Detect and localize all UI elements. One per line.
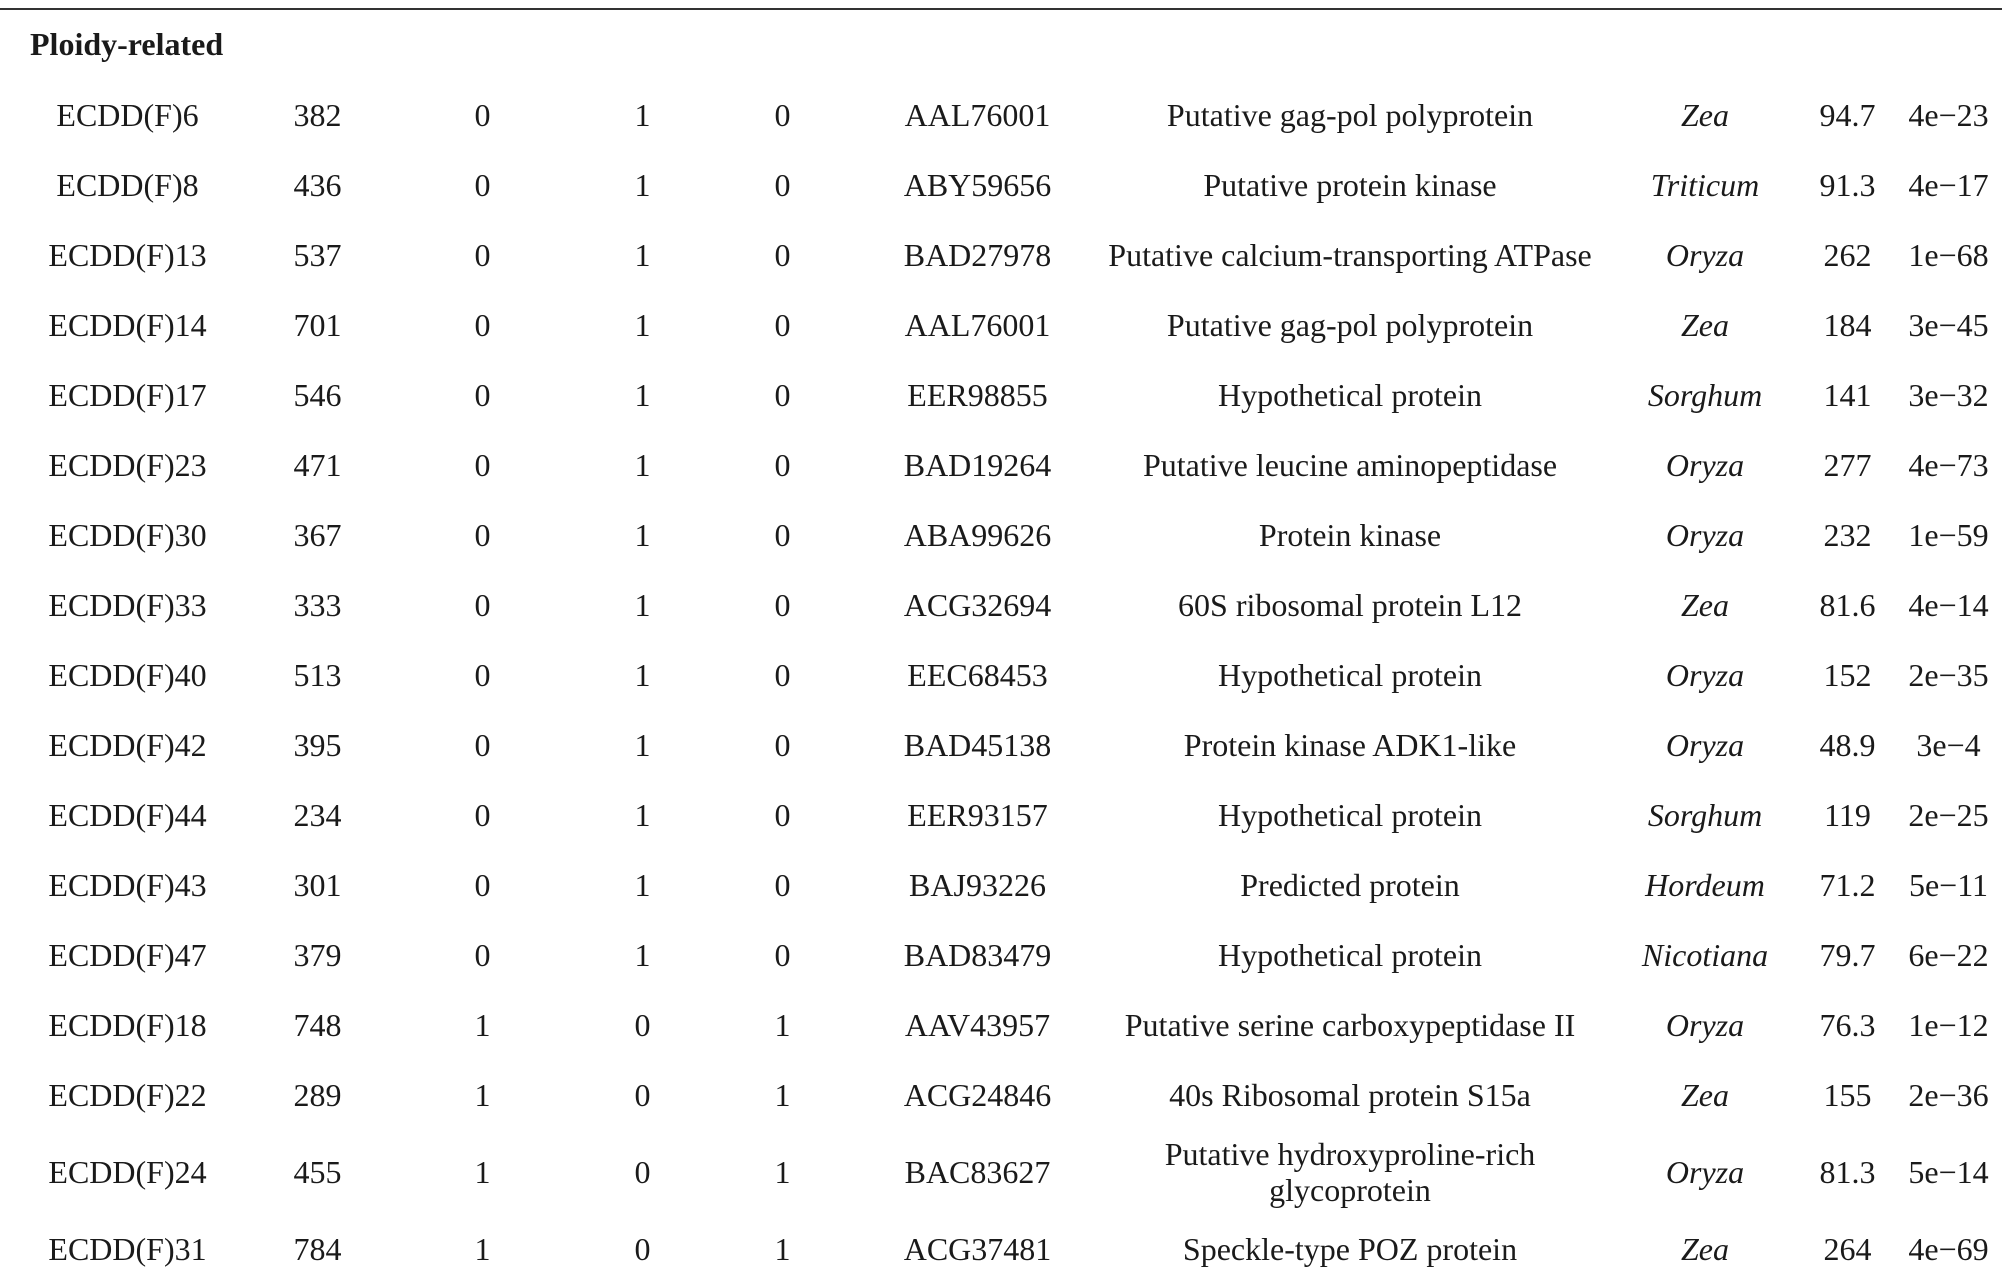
- count-cell-3: 0: [774, 97, 791, 133]
- evalue-cell: 2e−36: [1908, 1077, 1989, 1113]
- description-cell: Putative gag-pol polyprotein: [1166, 97, 1534, 133]
- count-cell-1: 0: [474, 517, 491, 553]
- length-cell: 455: [293, 1154, 342, 1190]
- score-cell: 264: [1823, 1231, 1872, 1267]
- length-cell: 289: [293, 1077, 342, 1113]
- length-cell: 333: [293, 587, 342, 623]
- length-cell: 513: [293, 657, 342, 693]
- species-cell: Zea: [1681, 587, 1729, 623]
- score-cell: 81.3: [1819, 1154, 1876, 1190]
- species-cell: Hordeum: [1645, 867, 1765, 903]
- table-row: [0, 430, 2002, 500]
- count-cell-3: 0: [774, 237, 791, 273]
- evalue-cell: 3e−45: [1908, 307, 1989, 343]
- species-cell: Zea: [1681, 97, 1729, 133]
- count-cell-1: 0: [474, 167, 491, 203]
- count-cell-1: 0: [474, 237, 491, 273]
- score-cell: 155: [1823, 1077, 1872, 1113]
- fragment-id-cell: ECDD(F)33: [48, 587, 207, 623]
- accession-cell: ABY59656: [903, 167, 1052, 203]
- count-cell-2: 1: [634, 447, 651, 483]
- count-cell-1: 0: [474, 377, 491, 413]
- evalue-cell: 4e−23: [1908, 97, 1989, 133]
- count-cell-2: 1: [634, 377, 651, 413]
- species-cell: Zea: [1681, 307, 1729, 343]
- score-cell: 184: [1823, 307, 1872, 343]
- fragment-id-cell: ECDD(F)44: [48, 797, 207, 833]
- evalue-cell: 5e−14: [1908, 1154, 1989, 1190]
- count-cell-2: 1: [634, 657, 651, 693]
- table-row: [0, 1214, 2002, 1284]
- table-row: [0, 990, 2002, 1060]
- description-cell: Hypothetical protein: [1218, 937, 1482, 973]
- description-cell: Putative gag-pol polyprotein: [1166, 307, 1534, 343]
- fragment-id-cell: ECDD(F)13: [48, 237, 207, 273]
- count-cell-2: 1: [634, 867, 651, 903]
- table-row: [0, 570, 2002, 640]
- top-rule: [0, 8, 2002, 10]
- table-row: [0, 920, 2002, 990]
- count-cell-1: 0: [474, 657, 491, 693]
- evalue-cell: 4e−73: [1908, 447, 1989, 483]
- count-cell-2: 0: [634, 1231, 651, 1267]
- score-cell: 262: [1823, 237, 1872, 273]
- species-cell: Oryza: [1665, 447, 1745, 483]
- count-cell-1: 0: [474, 447, 491, 483]
- evalue-cell: 2e−25: [1908, 797, 1989, 833]
- length-cell: 748: [293, 1007, 342, 1043]
- fragment-id-cell: ECDD(F)43: [48, 867, 207, 903]
- evalue-cell: 5e−11: [1908, 867, 1989, 903]
- evalue-cell: 3e−32: [1908, 377, 1989, 413]
- length-cell: 367: [293, 517, 342, 553]
- fragment-id-cell: ECDD(F)23: [48, 447, 207, 483]
- count-cell-3: 0: [774, 167, 791, 203]
- accession-cell: BAD45138: [903, 727, 1052, 763]
- species-cell: Zea: [1681, 1077, 1729, 1113]
- fragment-id-cell: ECDD(F)6: [56, 97, 199, 133]
- count-cell-3: 0: [774, 377, 791, 413]
- count-cell-2: 1: [634, 97, 651, 133]
- evalue-cell: 6e−22: [1908, 937, 1989, 973]
- fragment-id-cell: ECDD(F)24: [48, 1154, 207, 1190]
- score-cell: 152: [1823, 657, 1872, 693]
- species-cell: Oryza: [1665, 1154, 1745, 1190]
- species-cell: Sorghum: [1647, 797, 1763, 833]
- length-cell: 546: [293, 377, 342, 413]
- fragment-id-cell: ECDD(F)8: [56, 167, 199, 203]
- count-cell-3: 0: [774, 797, 791, 833]
- count-cell-3: 0: [774, 307, 791, 343]
- count-cell-1: 1: [474, 1231, 491, 1267]
- fragment-id-cell: ECDD(F)18: [48, 1007, 207, 1043]
- accession-cell: BAD19264: [903, 447, 1052, 483]
- count-cell-3: 0: [774, 727, 791, 763]
- score-cell: 71.2: [1819, 867, 1876, 903]
- score-cell: 119: [1824, 797, 1871, 833]
- count-cell-2: 1: [634, 237, 651, 273]
- species-cell: Zea: [1681, 1231, 1729, 1267]
- count-cell-1: 0: [474, 797, 491, 833]
- evalue-cell: 3e−4: [1916, 727, 1981, 763]
- description-cell: Predicted protein: [1240, 867, 1460, 903]
- score-cell: 94.7: [1819, 97, 1876, 133]
- accession-cell: ACG32694: [903, 587, 1052, 623]
- fragment-id-cell: ECDD(F)40: [48, 657, 207, 693]
- table-row: [0, 640, 2002, 710]
- evalue-cell: 4e−17: [1908, 167, 1989, 203]
- description-cell: Putative leucine aminopeptidase: [1142, 447, 1558, 483]
- count-cell-1: 0: [474, 727, 491, 763]
- evalue-cell: 4e−14: [1908, 587, 1989, 623]
- description-cell: Putative serine carboxypeptidase II: [1124, 1007, 1576, 1043]
- accession-cell: BAD83479: [903, 937, 1052, 973]
- score-cell: 81.6: [1819, 587, 1876, 623]
- score-cell: 79.7: [1819, 937, 1876, 973]
- fragment-id-cell: ECDD(F)47: [48, 937, 207, 973]
- accession-cell: ACG24846: [903, 1077, 1052, 1113]
- evalue-cell: 4e−69: [1908, 1231, 1989, 1267]
- count-cell-1: 1: [474, 1007, 491, 1043]
- length-cell: 537: [293, 237, 342, 273]
- table-row: [0, 500, 2002, 570]
- count-cell-2: 1: [634, 727, 651, 763]
- count-cell-1: 0: [474, 867, 491, 903]
- species-cell: Oryza: [1665, 1007, 1745, 1043]
- count-cell-3: 0: [774, 447, 791, 483]
- description-cell: 40s Ribosomal protein S15a: [1169, 1077, 1531, 1113]
- evalue-cell: 1e−12: [1908, 1007, 1989, 1043]
- description-cell: Speckle-type POZ protein: [1182, 1231, 1518, 1267]
- accession-cell: BAD27978: [903, 237, 1052, 273]
- evalue-cell: 2e−35: [1908, 657, 1989, 693]
- accession-cell: BAJ93226: [909, 867, 1046, 903]
- fragment-id-cell: ECDD(F)31: [48, 1231, 207, 1267]
- species-cell: Oryza: [1665, 657, 1745, 693]
- table-row: [0, 850, 2002, 920]
- length-cell: 471: [293, 447, 342, 483]
- table-row: [0, 80, 2002, 150]
- description-cell: 60S ribosomal protein L12: [1178, 587, 1522, 623]
- description-cell: Hypothetical protein: [1218, 657, 1482, 693]
- section-title: Ploidy-related: [30, 26, 224, 62]
- accession-cell: ACG37481: [903, 1231, 1052, 1267]
- length-cell: 301: [293, 867, 342, 903]
- count-cell-2: 1: [634, 797, 651, 833]
- table-row: [0, 1130, 2002, 1214]
- count-cell-3: 1: [774, 1077, 791, 1113]
- description-cell: Putative hydroxyproline-rich glycoprotein: [1164, 1136, 1536, 1208]
- length-cell: 234: [293, 797, 342, 833]
- length-cell: 379: [293, 937, 342, 973]
- score-cell: 48.9: [1819, 727, 1876, 763]
- table-row: [0, 150, 2002, 220]
- count-cell-3: 1: [774, 1007, 791, 1043]
- fragment-id-cell: ECDD(F)42: [48, 727, 207, 763]
- count-cell-3: 0: [774, 657, 791, 693]
- table-row: [0, 290, 2002, 360]
- accession-cell: BAC83627: [904, 1154, 1051, 1190]
- score-cell: 232: [1823, 517, 1872, 553]
- score-cell: 91.3: [1819, 167, 1876, 203]
- evalue-cell: 1e−68: [1908, 237, 1989, 273]
- count-cell-1: 0: [474, 97, 491, 133]
- count-cell-2: 1: [634, 937, 651, 973]
- score-cell: 76.3: [1819, 1007, 1876, 1043]
- table-row: [0, 220, 2002, 290]
- score-cell: 277: [1823, 447, 1872, 483]
- table-row: [0, 1060, 2002, 1130]
- description-cell: Putative calcium-transporting ATPase: [1108, 237, 1592, 273]
- species-cell: Nicotiana: [1641, 937, 1769, 973]
- count-cell-2: 1: [634, 307, 651, 343]
- accession-cell: EER93157: [907, 797, 1048, 833]
- table-body: [0, 80, 2002, 1284]
- table-row: [0, 780, 2002, 850]
- count-cell-2: 0: [634, 1077, 651, 1113]
- table-row: [0, 710, 2002, 780]
- description-cell: Protein kinase: [1258, 517, 1442, 553]
- count-cell-1: 1: [474, 1154, 491, 1190]
- description-cell: Protein kinase ADK1-like: [1183, 727, 1517, 763]
- count-cell-2: 1: [634, 517, 651, 553]
- count-cell-3: 1: [774, 1154, 791, 1190]
- accession-cell: AAL76001: [904, 307, 1051, 343]
- description-cell: Putative protein kinase: [1203, 167, 1497, 203]
- count-cell-2: 0: [634, 1154, 651, 1190]
- table-row: [0, 360, 2002, 430]
- count-cell-1: 1: [474, 1077, 491, 1113]
- species-cell: Oryza: [1665, 237, 1745, 273]
- fragment-id-cell: ECDD(F)30: [48, 517, 207, 553]
- description-cell: Hypothetical protein: [1218, 797, 1482, 833]
- count-cell-3: 0: [774, 867, 791, 903]
- description-cell: Hypothetical protein: [1218, 377, 1482, 413]
- fragment-id-cell: ECDD(F)22: [48, 1077, 207, 1113]
- species-cell: Triticum: [1650, 167, 1760, 203]
- count-cell-2: 1: [634, 587, 651, 623]
- length-cell: 701: [293, 307, 342, 343]
- evalue-cell: 1e−59: [1908, 517, 1989, 553]
- accession-cell: EER98855: [907, 377, 1048, 413]
- length-cell: 382: [293, 97, 342, 133]
- count-cell-1: 0: [474, 307, 491, 343]
- length-cell: 395: [293, 727, 342, 763]
- species-cell: Sorghum: [1647, 377, 1763, 413]
- count-cell-2: 1: [634, 167, 651, 203]
- count-cell-3: 0: [774, 517, 791, 553]
- results-table: [0, 80, 2002, 1284]
- fragment-id-cell: ECDD(F)14: [48, 307, 207, 343]
- species-cell: Oryza: [1665, 727, 1745, 763]
- count-cell-3: 1: [774, 1231, 791, 1267]
- accession-cell: AAL76001: [904, 97, 1051, 133]
- score-cell: 141: [1823, 377, 1872, 413]
- species-cell: Oryza: [1665, 517, 1745, 553]
- count-cell-1: 0: [474, 587, 491, 623]
- accession-cell: ABA99626: [903, 517, 1052, 553]
- count-cell-3: 0: [774, 587, 791, 623]
- accession-cell: AAV43957: [904, 1007, 1051, 1043]
- accession-cell: EEC68453: [907, 657, 1048, 693]
- count-cell-2: 0: [634, 1007, 651, 1043]
- count-cell-3: 0: [774, 937, 791, 973]
- length-cell: 436: [293, 167, 342, 203]
- length-cell: 784: [293, 1231, 342, 1267]
- fragment-id-cell: ECDD(F)17: [48, 377, 207, 413]
- count-cell-1: 0: [474, 937, 491, 973]
